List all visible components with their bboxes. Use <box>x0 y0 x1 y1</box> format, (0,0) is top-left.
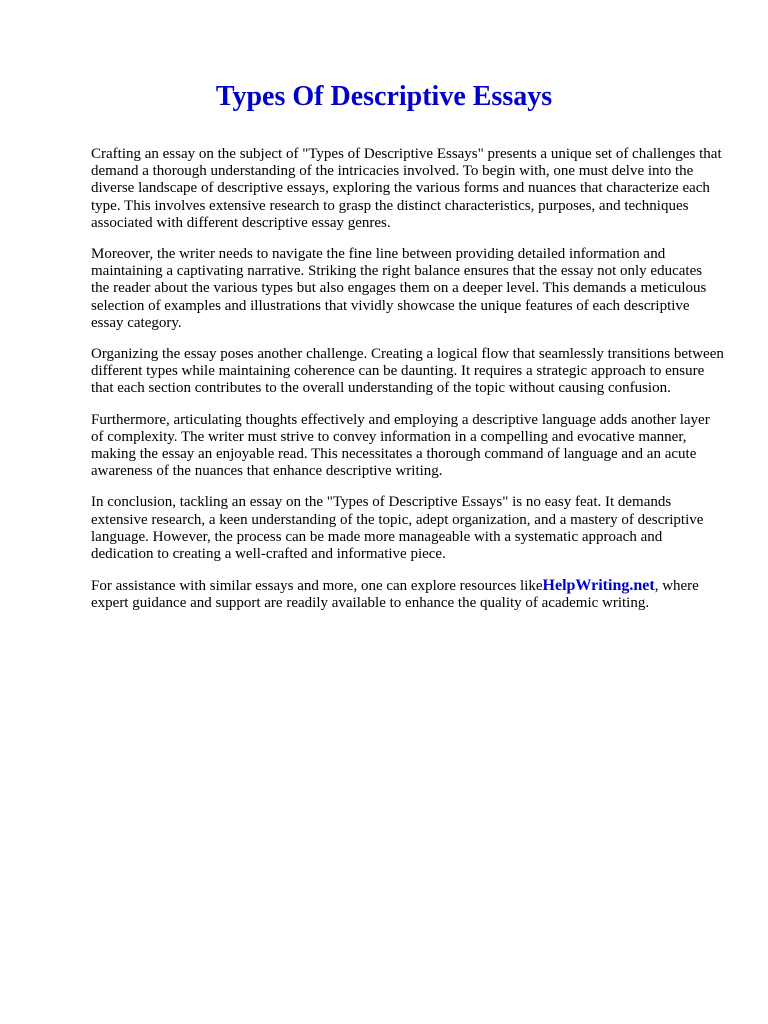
paragraph-2: Moreover, the writer needs to navigate the fine line between providing detailed information and maintaining a captivating narrative. Striking the right balance ensures that the essay not only educates the reader about the various types but also engages them on a deeper level. This demands a meticulous selection of examples and illustrations that vividly showcase the unique features of each descriptive essay category. <box>91 246 707 331</box>
helpwriting-link[interactable]: HelpWriting.net <box>542 577 655 595</box>
paragraph-3: Organizing the essay poses another challenge. Creating a logical flow that seamlessly transitions between different types while maintaining coherence can be daunting. It requires a strategic approach to ensure that each section contributes to the overall understanding of the topic without causing confusion. <box>91 346 724 397</box>
paragraph-6 <box>91 577 724 612</box>
final-paragraph-text-after-link: , where expert guidance and support are readily available to enhance the quality of academic writing. <box>91 578 699 612</box>
paragraph-5: In conclusion, tackling an essay on the "Types of Descriptive Essays" is no easy feat. It demands extensive research, a keen understanding of the topic, adept organization, and a mastery of descriptive language. However, the process can be made more manageable with a systematic approach and dedication to creating a well-crafted and informative piece. <box>91 494 704 563</box>
final-paragraph-text-before-link: For assistance with similar essays and more, one can explore resources like <box>91 578 543 595</box>
document-title: Types Of Descriptive Essays <box>215 81 553 112</box>
paragraph-1: Crafting an essay on the subject of "Types of Descriptive Essays" presents a unique set of challenges that demand a thorough understanding of the intricacies involved. To begin with, one must delve into the diverse landscape of descriptive essays, exploring the various forms and nuances that characterize each type. This involves extensive research to grasp the distinct characteristics, purposes, and techniques associated with different descriptive essay genres. <box>91 146 722 231</box>
paragraph-4: Furthermore, articulating thoughts effectively and employing a descriptive language adds another layer of complexity. The writer must strive to convey information in a compelling and evocative manner, making the essay an enjoyable read. This necessitates a thorough command of language and an acute awareness of the nuances that enhance descriptive writing. <box>91 411 710 480</box>
